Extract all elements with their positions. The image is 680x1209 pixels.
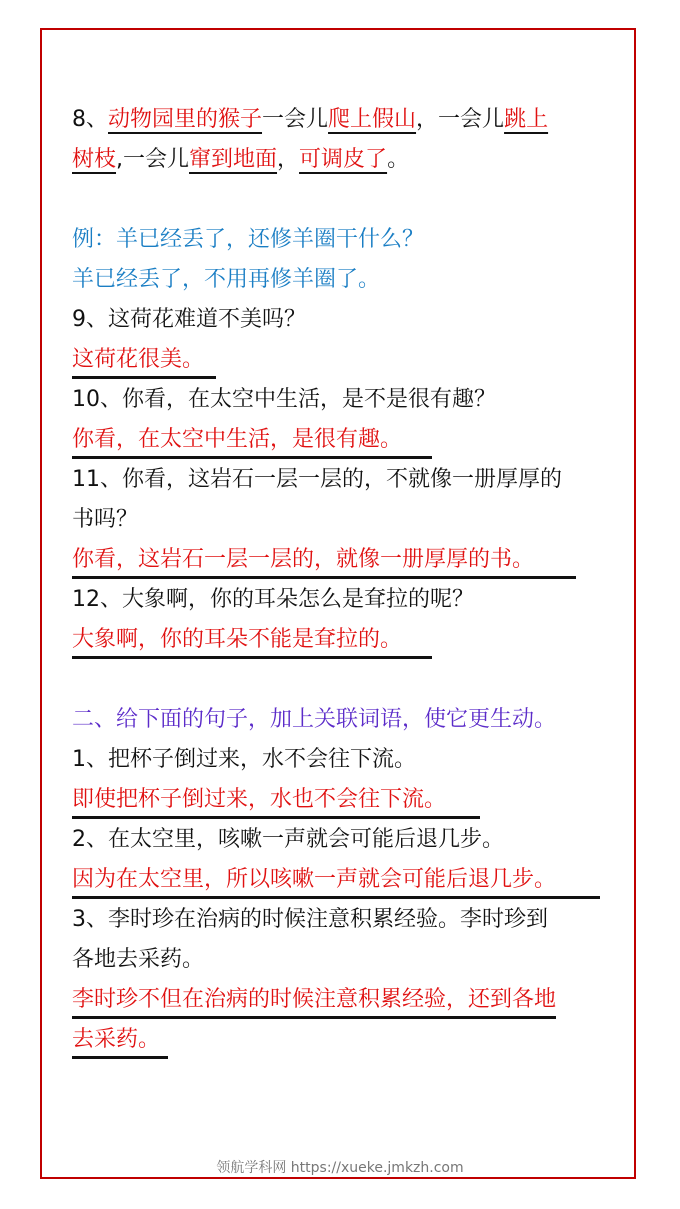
s2-q1-answer-line [72, 786, 480, 819]
q11-question-line-2: 书吗？ [72, 507, 139, 532]
q11-answer-line [72, 546, 576, 579]
q8-text-3: ,一会儿 [116, 147, 190, 172]
q12-question: 12、大象啊，你的耳朵怎么是耷拉的呢？ [72, 587, 474, 612]
q8-text-1: 一会儿 [262, 107, 329, 132]
s2-q3-answer-2: 去采药。 [72, 1026, 168, 1059]
example-question: 例：羊已经丢了，还修羊圈干什么？ [72, 227, 425, 252]
q10-answer-line [72, 426, 432, 459]
q8-line-2 [72, 146, 409, 174]
q8-number: 8、 [72, 107, 108, 132]
q8-text-5: 。 [387, 147, 410, 172]
q8-answer-2: 爬上假山 [328, 107, 417, 132]
section2-heading: 二、给下面的句子，加上关联词语，使它更生动。 [72, 707, 557, 732]
q8-answer-4: 树枝 [72, 147, 117, 172]
q8-answer-6: 可调皮了 [299, 147, 388, 172]
q8-line-1 [72, 106, 548, 134]
q8-text-2: ，一会儿 [416, 107, 505, 132]
q9-answer: 这荷花很美。 [72, 346, 216, 379]
q8-text-4: ， [277, 147, 300, 172]
footer-watermark: 领航学科网 https://xueke.jmkzh.com [216, 1160, 464, 1176]
q10-question: 10、你看，在太空中生活，是不是很有趣？ [72, 387, 496, 412]
q8-answer-3: 跳上 [504, 107, 549, 132]
s2-q2-question: 2、在太空里，咳嗽一声就会可能后退几步。 [72, 827, 504, 852]
example-answer: 羊已经丢了，不用再修羊圈了。 [72, 267, 381, 292]
q8-answer-1: 动物园里的猴子 [108, 107, 263, 132]
s2-q3-answer-line-2 [72, 1026, 168, 1059]
q11-question-line-1: 11、你看，这岩石一层一层的，不就像一册厚厚的 [72, 467, 562, 492]
s2-q3-question-line-1: 3、李时珍在治病的时候注意积累经验。李时珍到 [72, 907, 548, 932]
s2-q3-answer-1: 李时珍不但在治病的时候注意积累经验，还到各地 [72, 986, 556, 1019]
q9-answer-line [72, 346, 216, 379]
s2-q1-answer: 即使把杯子倒过来，水也不会往下流。 [72, 786, 480, 819]
s2-q3-question-line-2: 各地去采药。 [72, 947, 205, 972]
q11-answer: 你看，这岩石一层一层的，就像一册厚厚的书。 [72, 546, 576, 579]
s2-q3-answer-line-1 [72, 986, 556, 1019]
s2-q2-answer: 因为在太空里，所以咳嗽一声就会可能后退几步。 [72, 866, 600, 899]
q12-answer-line [72, 626, 432, 659]
q8-answer-5: 窜到地面 [189, 147, 278, 172]
q9-question: 9、这荷花难道不美吗？ [72, 307, 306, 332]
s2-q1-question: 1、把杯子倒过来，水不会往下流。 [72, 747, 416, 772]
s2-q2-answer-line [72, 866, 600, 899]
q12-answer: 大象啊，你的耳朵不能是耷拉的。 [72, 626, 432, 659]
q10-answer: 你看，在太空中生活，是很有趣。 [72, 426, 432, 459]
